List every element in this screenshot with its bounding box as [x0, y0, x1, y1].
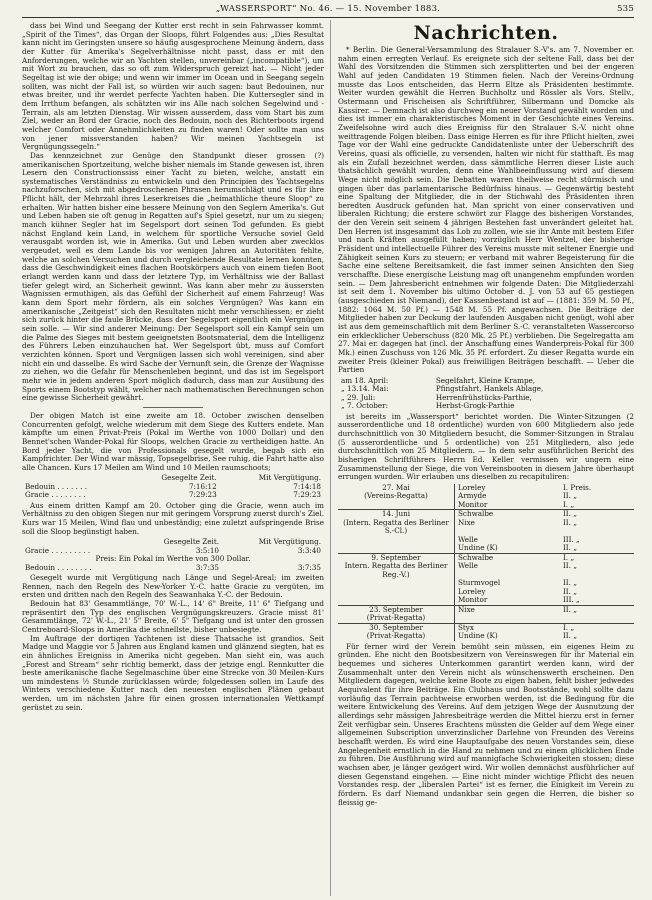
boat-placing: II. „	[562, 631, 577, 641]
article-paragraph: Bedouin hat 83' Gesammtlänge, 70' W.-L., 14' 6" Breite, 11' 6" Tiefgang und repräsentirt den Typ des englischen Vergnügungskreuzers. Gracie misst 81' Gesammtlänge, 72' W.-L., 21' 5" Breite, 6' 5" Tiefgang und ist unter den grossen Centreboard-Sloops in Amerika die schnellste, bisher unbesiegte.	[22, 598, 324, 634]
regatta-event-sub: Intern. Regatta des Berliner Reg.-V.)	[338, 562, 455, 579]
article-paragraph: Der obigen Match ist eine zweite am 18. October zwischen denselben Concurrenten gefolgt, welche wiederum mit dem Siege des Kutters endete. Man kämpfte um einen Privat-Preis (Pokal im Werthe von 1000 Dollar) und den Bennet'schen Wander-Pokal für Sloops, welchen Gracie zu vertheidigen hatte. An Bord jeder Yacht, die von Professionals gesegelt wurde, begab sich ein Kampfrichter. Der Wind war mässig, Topsegelbrise, See ruhig, die Fahrt hatte also alle Chancen. Kurs 17 Meilen am Wind und 10 Meilen raumschoots;	[22, 410, 324, 472]
table-row	[22, 564, 324, 572]
boat-placing: I. „	[560, 623, 634, 632]
boat-name: Armyde	[458, 491, 487, 501]
column-header: Gesegelte Zeit.	[163, 537, 220, 547]
table-row	[338, 519, 634, 536]
corrected-time: 7:14:18	[293, 481, 321, 491]
yacht-name: Gracie . . . . . . . .	[25, 490, 86, 500]
regatta-event: 9. September	[338, 553, 455, 562]
boat-placing: II. „	[562, 578, 577, 588]
outing-date: „ 7. October:	[341, 401, 388, 411]
boat-placing: I. „	[562, 499, 575, 509]
prize-caption: Preis: Ein Pokal im Werthe von 300 Dollar.	[95, 554, 251, 564]
elapsed-time: 3:5:10	[195, 545, 220, 555]
table-row	[338, 544, 634, 553]
regatta-event-cell	[338, 588, 455, 597]
article-paragraph: Gesegelt wurde mit Vergütigung nach Länge und Segel-Areal; im zweiten Rennen, nach den Regeln des New-Yorker Y.-C. hatte Gracie zu vergüten, im ersten und dritten nach den Regeln des Seawanhaka Y.-C. der Bedouin.	[22, 572, 324, 600]
table-row	[338, 614, 634, 623]
corrected-time: 7:29:23	[293, 490, 321, 500]
outing-date: „ 29. Juli:	[341, 392, 376, 402]
race-result-table	[22, 538, 324, 572]
race-result-table	[22, 474, 324, 499]
outing-text: Herbst-Grogk-Parthie	[435, 401, 515, 411]
article-paragraph: Das kennzeichnet zur Genüge den Standpunkt dieser grossen (?) amerikanischen Sportzeitung, welche bisher niemals im Stande gewesen ist, ihren Lesern den Constructionssiss einer Yacht zu bieten, welche, anstatt ein systematisches Verständniss zu entwickeln und den Principien des Yachtsegelns nachzuforschen, sich mit abgedroschenen Phrasen herumschlägt und es für ihre Pflicht hält, der Mehrzahl ihres Leserkreises die „heimathliche theure Sloop“ zu erhalten. Wir hatten bisher eine bessere Meinung von den Seglern Amerika's. Gut und Leben haben sie oft genug in Regatten auf's Spiel gesetzt, nur um zu siegen; manch kühner Segler hat im Segelsport dort seinen Tod gefunden. Es giebt nächst England kein Land, in welchem für sportliche Versuche soviel Geld verausgabt worden ist, wie in Amerika. Gut und Leben wurden aber zwecklos vergeudet, weil es dem Lande bis vor wenigen Jahren an Autoritäten fehlte, welche an solchen Versuchen und durch vergleichende Resultate lernen konnten, dass die Geschwindigkeit eines flachen Bootskörpers auch von einem tiefen Boot erlangt werden kann und dass der letztere Typ, im Verhältniss wie der Ballast tiefer gelegt wird, an Sicherheit gewinnt. Was kann aber mehr zu äussersten Wagnissen ermuthigen, als das Gefühl der Sicherheit auf einem Fahrzeug! Was kann dem Sport mehr fördern, als ein solches Vergnügen? Was kann ein amerikanische „Zeitgeist“ sich den Resultaten nicht mehr verschliessen; er zieht sich zurück hinter die faule Brücke, dass der Segelsport eigentlich ein Vergnügen sein solle. — Wir sind anderer Meinung: Der Segelsport soll ein Kampf sein um die Palme des Sieges mit bestem geeignetsten Bootsmaterial, dem die Intelligenz des Führers Leben einzuhauchen hat. Wer Segelsport übt, muss auf Comfort verzichten können. Sport und Vergnügen lassen sich wohl vereinigen, sind aber nicht ein und dasselbe. Es wird Sache der Vernunft sein, die Grenze der Wagnisse zu ziehen, wo die Gefahr für Menschenleben beginnt, und das ist im Segelsport mehr wie in jedem anderen Sport möglich dadurch, dass man zur Ausübung des Sports einem Bootstyp wählt, welcher nach mathematischen Berechnungen schon eine gewisse Sicherheit gewährt.	[22, 150, 324, 403]
outing-text: Segelfahrt, Kleine Krampe,	[435, 375, 536, 385]
running-title: „WASSERSPORT“ No. 46. — 15. November 1883.	[215, 4, 441, 14]
boat-name: Monitor	[458, 595, 488, 605]
table-row	[338, 562, 634, 579]
boat-placing: II. „	[560, 605, 634, 614]
table-row	[338, 579, 634, 588]
table-row	[22, 491, 324, 499]
outing-date: am 18. April:	[341, 375, 389, 385]
article-paragraph: Aus einem dritten Kampf am 20. October ging die Gracie, wenn auch im Verhältniss zu den obigen Siegen nur mit geringem Vorsprung zuerst durch's Ziel. Kurs war 15 Meilen, Wind flau und unbeständig; eine zuletzt aufspringende Brise soll die Sloop begünstigt haben.	[22, 500, 324, 536]
column-header: Mit Vergütigung.	[258, 537, 321, 547]
separator	[143, 407, 203, 408]
regatta-event-cell	[338, 536, 455, 545]
outing-text: Pfingstfahrt, Hankels Ablage,	[435, 384, 544, 394]
regatta-event-sub: (Privat-Regatta)	[338, 632, 455, 641]
boat-name: Undine (K)	[458, 543, 498, 553]
right-column	[338, 22, 634, 894]
regatta-event-sub: (Vereins-Regatta)	[338, 492, 455, 501]
header-rule	[22, 17, 634, 18]
regatta-results-table	[338, 484, 634, 641]
news-paragraph: ist bereits im „Wassersport“ berichtet worden. Die Winter-Sitzungen (2 ausserordentliche und 18 ordentliche) wurden von 600 Mitgliedern also jede durchschnittlich von 30 Mitgliedern besucht, die Sommer-Sitzungen in Stralau (5 ausserordentliche und 5 ordentliche) von 251 Mitgliedern, also jede durchschnittlich von 25 Mitgliedern. — In dem sehr ausführlichen Bericht des bisherigen Schriftführers Herrn Ed. Keller vermissen wir ungern eine Zusammenstellung der Siege, die von Vereinsbooten in diesem Jahre überhaupt errungen wurden. Wir erlauben uns dieselben zu recapituliren:	[338, 411, 634, 482]
boat-name: Monitor	[458, 499, 488, 509]
elapsed-time: 7:16:12	[188, 481, 217, 491]
outing-text: Herrenfrühstücks-Parthie,	[435, 392, 532, 402]
elapsed-time: 7:29:23	[188, 490, 217, 500]
regatta-event-cell	[338, 544, 455, 553]
yacht-name: Gracie . . . . . . . . .	[25, 545, 91, 555]
boat-name: Schwalbe	[455, 510, 560, 519]
column-header: Mit Vergütigung.	[258, 473, 321, 483]
page-number: 535	[616, 4, 634, 14]
boat-name: Loreley	[458, 586, 486, 596]
regatta-event: 23. September	[338, 605, 455, 614]
boat-placing: II. „	[562, 517, 577, 527]
column-divider	[330, 20, 331, 896]
column-header: Gesegelte Zeit.	[161, 473, 217, 483]
article-paragraph: dass bei Wind und Seegang der Kutter erst recht in sein Fahrwasser kommt. „Spirit of the Times“, das Organ der Sloops, führt Folgendes aus: „Dies Resultat kann nicht im Geringsten unsere so häufig ausgesprochene Meinung ändern, dass der Kutter für Amerika's Segelverhältnisse nicht passt, dass er mit den Anforderungen, welche wir an Yachten stellen, unvereinbar („incompatible“), um mit Wort zu brauchen, das so oft zum Widerspruch gereizt hat. — Nicht jeder Segeltag ist wie der obige; und wenn wir immer im Ocean und in Seegang segeln sollten, was nicht der Fall ist, so würden wir auch sagen: baut Bedouinen, nur etwas breiter, und ihr werdet perfecte Yachten haben. Die Kuttersegler sind in dem Irrthum befangen, als schätzten wir ins Alle nach solchen Segelwind und -Terrain, als am letzten Dienstag. Wir wissen ausserdem, dass vom Start bis zum Ziel, weder an Bord der Gracie, noch des Bedouin, noch des Richterboots irgend welcher Comfort oder Annehmlichkeiten zu finden waren! Oder sollte man uns von jener missverstanden haben? Wir meinen Yachtsegeln ist Vergnügungssegeln.“	[22, 22, 324, 152]
boat-placing: II. „	[562, 491, 577, 501]
left-column	[22, 22, 324, 894]
boat-placing: II. „	[562, 586, 577, 596]
empty-cell	[455, 614, 635, 623]
news-paragraph: Für ferner wird der Verein bemüht sein müssen, ein eigenes Heim zu gründen. Ehe nicht den Bootsbesitzern von Vereinswegen für ihr Material ein bequemes und sicheres Unterkommen garantirt werden kann, wird der Zusammenhalt unter den Verein nicht als wünschenswerth erscheinen. Den Mitgliedern dagegen, welche keine Boote zu eigen haben, fehlt bisher jedwedes Aequivalent für ihre Beiträge. Ein Clubhaus und Bootsstände, wohl sollte dazu vorläufig das Terrain pachtweise erworben werden, ist die Bedingung für die weitere Entwickelung des Vereins. Auf dem jetzigen Wege der Ausnutzung der allerdings sehr mässigen Jahresbeiträge werden die Mittel hierzu erst in ferner Zeit verfügbar sein. Unseres Erachtens müssten die Gelder auf dem Wege einer allgemeinen Subscription unverzinslicher Darlehne von Freunden des Vereins beschafft werden. Es wird eine Hauptaufgabe des neuen Vorstandes sein, diese Angelegenheit ernstlich in die Hand zu nehmen und zu einem glücklichen Ende zu führen. Die Ausführung wird auf mannigfache Schwierigkeiten stossen; diese wachsen aber, je länger gezögert wird. Wir wollen demnächst ausführlicher auf diesen Gegenstand eingehen. — Eine nicht minder wichtige Pflicht des neuen Vorstandes resp. der „liberalen Partei“ ist es ferner, die Einigkeit im Verein zu fördern. Es darf Niemand undankbar sein gegen die Herren, die bisher so fleissig ge-	[338, 641, 634, 807]
regatta-event-sub: (Privat-Regatta)	[338, 614, 455, 623]
section-title: Nachrichten.	[413, 22, 559, 44]
boat-name: Schwalbe	[455, 553, 560, 562]
corrected-time: 3:3:40	[297, 545, 321, 555]
boat-placing: II. „	[562, 543, 577, 553]
outings-list	[338, 377, 634, 411]
boat-name: Styx	[455, 623, 560, 632]
elapsed-time: 3:7:35	[195, 562, 220, 572]
list-item	[338, 402, 634, 410]
regatta-event: 30. September	[338, 623, 455, 632]
boat-placing: II. „	[562, 561, 577, 571]
boat-name: Sturmvogel	[458, 578, 501, 588]
regatta-event-cell	[338, 579, 455, 588]
boat-name: Welle	[458, 534, 478, 544]
yacht-name: Bedouin . . . . . . . .	[25, 562, 92, 572]
outing-date: „ 13.14. Mai:	[341, 384, 389, 394]
boat-name: Welle	[458, 561, 478, 571]
regatta-event: 14. Juni	[338, 510, 455, 519]
regatta-results-body	[338, 484, 634, 641]
table-row	[338, 632, 634, 641]
boat-name: Loreley	[458, 482, 486, 492]
regatta-event-sub: (Intern. Regatta des Berliner S.-Cl.)	[338, 519, 455, 536]
news-paragraph: * Berlin. Die General-Versammlung des Stralauer S.-V's. am 7. November er. nahm einen erregten Verlauf. Es ereignete sich der seltene Fall, dass bei der Wahl des Vorsitzenden die Stimmen sich zersplitterten und bei der engeren Wahl auf jeden Candidaten 19 Stimmen fielen. Nach der Vereins-Ordnung musste das Loos entscheiden, das Herrn Eltze als Präsidenten bestimmte. Weiter wurden gewählt die Herren Buchholtz und Rössler als Vors. Stellv., Ostermann und Frischeisen als Schriftführer, Silbermann und Domcke als Kassirer. — Demnach ist also durchweg ein neuer Vorstand gewählt worden und dies ist immer ein charakteristisches Moment in der Geschichte eines Vereins. Zweifelsohne wird auch dies Ereigniss für den Stralauer S.-V. nicht ohne weittragende Folgen bleiben. Dass einige Herren es für ihre Pflicht hielten, zwei Tage vor der Wahl eine gedruckte Candidatenliste unter der Ueberschrift des Vereins, quasi als officielle, zu versenden, halten wir nicht für statthaft. Es mag als ein Zufall bezeichnet werden, dass sämmtliche Herren dieser Liste auch thatsächlich gewählt wurden, denn eine Wahlbeeinflussung wird auf diesem Wege nicht möglich sein. Die Debatten waren theilweise recht stürmisch und gingen über das parlamentarische Bedürfniss hinaus. — Gegenwärtig besteht eine Spaltung der Mitglieder, die in der Stichwahl des Präsidenten ihren beredten Ausdruck gefunden hat. Man spricht von einer conservativen und liberalen Richtung; die erstere schwört zur Flagge des bisherigen Vorstandes, der den Verein seit seinem 4 jährigen Bestehen fast unverändert geleitet hat. Den Herren ist insgesammt das Lob zu zollen, wie sie ihr Amte mit bestem Eifer und nach Kräften ausgefüllt haben; vorzüglich Herr Wentzel, der bisherige Präsident und intellectuelle Führer des Vereins musste mit seltener Energie und Zähigkeit seinen Kurs zu steuern; er verband mit wahrer Begeisterung für die Sache eine seltene Bereitsamkeit, die fast immer seinen Ansichten den Sieg verschaffte. Diese energische Leistung mag oft unangenehm empfunden worden sein. — Dem Jahresbericht entnehmen wir folgende Daten: Die Mitgliederzahl ist seit dem 1. November bis ultimo October d. J. von 53 auf 65 gestiegen (ausgeschieden ist Niemand), der Kassenbestand ist auf — (1881: 359 M. 50 Pf., 1882: 1064 M. 50 Pf.) — 1548 M. 55 Pf. angewachsen. Die Beiträge der Mitglieder haben zur Deckung der laufenden Ausgaben nicht genügt, wohl aber ist aus dem gemeinschaftlich mit dem Berliner S.-C. veranstalteten Wassercorso ein erklecklicher Ueberschuss (820 Mk. 25 Pf.) verblieben. Die Segelregatta am 27. Mai er. dagegen hat (incl. der Anschaffung eines Wanderpreis-Pokal für 300 Mk.) einen Zuschuss von 126 Mk. 35 Pf. erfordert. Zu dieser Regatta wurde ein zweiter Preis (kleiner Pokal) aus freiwilligen Beiträgen beschafft. — Ueber die Partien	[338, 45, 634, 375]
yacht-name: Bedouin . . . . . . .	[25, 481, 88, 491]
corrected-time: 3:7:35	[297, 562, 321, 572]
boat-placing: III. „	[562, 534, 580, 544]
boat-placing: I. „	[560, 553, 634, 562]
boat-placing: I. Preis.	[562, 482, 592, 492]
boat-placing: III. „	[562, 595, 580, 605]
regatta-event: 27. Mai	[338, 484, 455, 493]
table-row	[338, 596, 634, 605]
boat-name: Undine (K)	[458, 631, 498, 641]
boat-name: Nixe	[455, 605, 560, 614]
regatta-event-cell	[338, 596, 455, 605]
article-paragraph: Im Auftrage der dortigen Yachtenen ist diese Thatsache ist grandios. Seit Madge und Maggie vor 5 Jahren aus England kamen und glänzend siegten, hat es ein ähnliches Ereigniss in Amerika nicht gegeben. Man sieht ein, was auch „Forest and Stream“ sehr richtig bemerkt, dass der jetzige engl. Rennkutter die beste amerikanische flache Segelmaschine über eine Strecke von 30 Meilen-Kurs um mindestens ½ Stunde zurücklassen würde; folgedessen sollen im Laufe des Winters verschiedene Kutter nach den neuesten englischen Plänen gebaut werden, um im nächsten Jahre für einen grossen internationalen Wettkampf gerüstet zu sein.	[22, 633, 324, 712]
boat-placing: II. „	[560, 510, 634, 519]
boat-name: Nixe	[458, 517, 475, 527]
